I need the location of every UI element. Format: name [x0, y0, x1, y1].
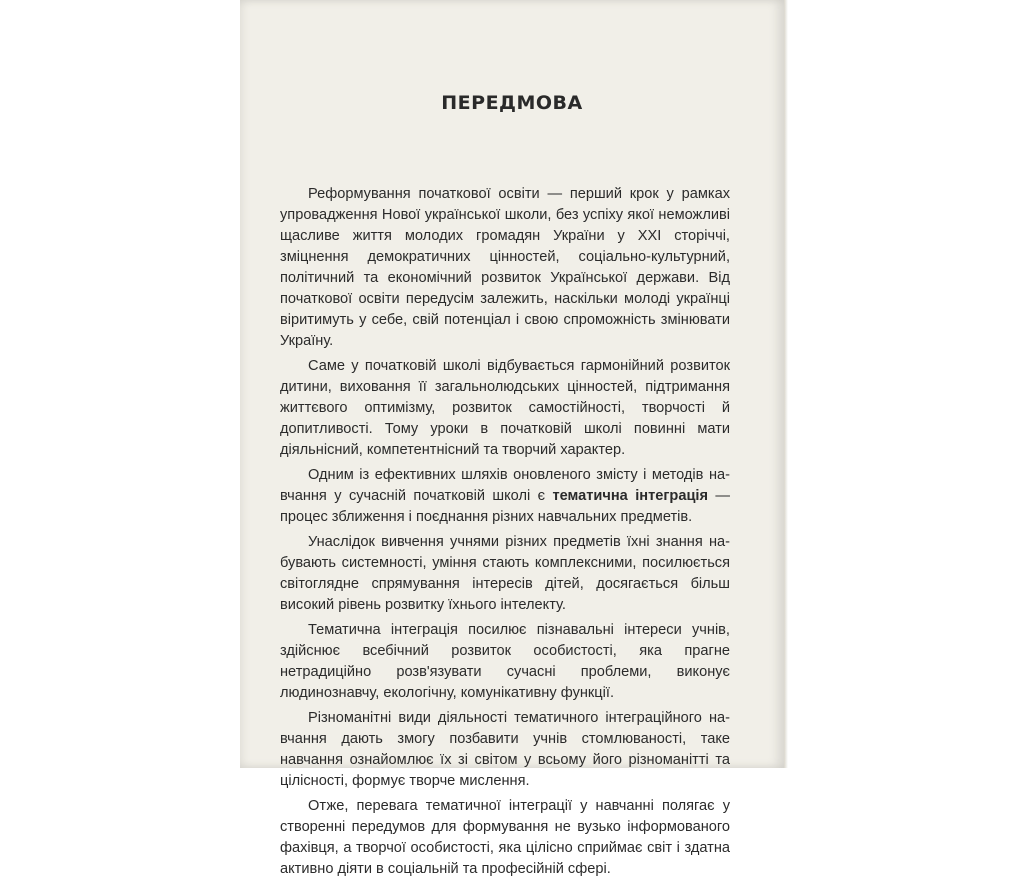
paragraph-5: Тематична інтеграція посилює пізнавальні інтереси учнів, здійснює всебічний розвиток особистості, яка прагне нетрадиційно розв'язувати сучасні проблеми, виконує людинознавчу, екологічну, комунікативну функції. [280, 622, 730, 701]
paragraph-3 [280, 465, 730, 528]
paragraph-3-end: — процес зближення і поєднання різних навчальних предметів. [280, 488, 730, 525]
book-page [240, 0, 784, 877]
paragraph-3-emphasis: тематична інтеграція [552, 488, 708, 504]
paragraph-1: Реформування початкової освіти — перший крок у рамках упровадження Нової української школи, без успіху якої неможливі щасливе життя молодих громадян України у XXI сторіччі, зміцнення демократичних цінностей, соціально-культурний, політичний та економічний розвиток Української держави. Від початкової освіти передусім залежить, наскільки молоді українці віритимуть у себе, свій потенціал і свою спроможність змінювати Україну. [280, 186, 730, 349]
page-title: ПЕРЕДМОВА [441, 92, 583, 114]
paragraph-4: Унаслідок вивчення учнями різних предметів їхні знання набувають системності, уміння стають комплексними, посилюється світоглядне спрямування інтересів дітей, досягається більш високий рівень розвитку їхнього інтелекту. [280, 534, 730, 613]
paragraph-7: Отже, перевага тематичної інтеграції у навчанні полягає у створенні передумов для формування не вузько інформованого фахівця, а творчої особистості, яка цілісно сприймає світ і здатна активно діяти в соціальній та професійній сфері. [280, 798, 730, 877]
paragraph-3-start: Одним із ефективних шляхів оновленого змісту і методів навчання у сучасній початковій школі є [280, 467, 730, 504]
paragraph-6: Різноманітні види діяльності тематичного інтеграційного навчання дають змогу позбавити учнів стомлюваності, таке навчання ознайомлює їх зі світом у всьому його різноманітті та цілісності, формує творче мислення. [280, 710, 730, 789]
page-body [280, 184, 730, 884]
paragraph-2: Саме у початковій школі відбувається гармонійний розвиток дитини, виховання її загальнолюдських цінностей, підтримання життєвого оптимізму, розвиток самостійності, творчості й допитливості. Тому уроки в початковій школі повинні мати діяльнісний, компетентнісний та творчий характер. [280, 358, 730, 458]
page-edge [784, 0, 788, 768]
